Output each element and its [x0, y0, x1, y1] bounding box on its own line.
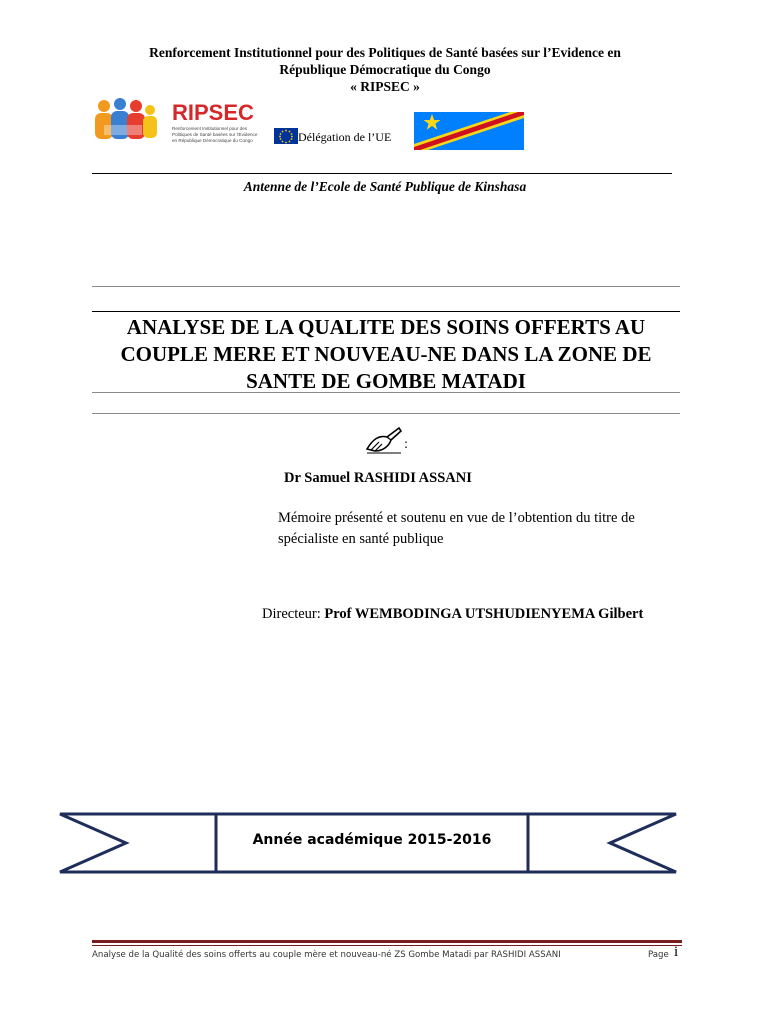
footer-text: Analyse de la Qualité des soins offerts au couple mère et nouveau-né ZS Gombe Matadi par RASHIDI ASSANI [92, 950, 561, 960]
title-rule-top-1 [92, 286, 680, 287]
title-rule-bottom-2 [92, 413, 680, 414]
footer-rule [92, 940, 682, 943]
document-title [92, 314, 680, 395]
eu-flag-icon [274, 128, 298, 144]
directeur-label: Directeur: [262, 606, 321, 622]
header-divider [92, 173, 672, 174]
footer-rule-thin [92, 945, 682, 946]
eu-delegation-text: Délégation de l’UE [298, 130, 392, 144]
title-rule-top-2 [92, 311, 680, 312]
page-number: i [674, 944, 679, 960]
directeur-name: Prof WEMBODINGA UTSHUDIENYEMA Gilbert [324, 606, 644, 622]
ripsec-subtitle-2: Politiques de Santé basées sur l'Evidence [172, 132, 258, 137]
antenne-subtitle: Antenne de l’Ecole de Santé Publique de Kinshasa [243, 179, 527, 194]
ripsec-logo-text: RIPSEC [172, 100, 254, 125]
logos-graphic [92, 98, 532, 154]
author-name: Dr Samuel RASHIDI ASSANI [284, 470, 472, 486]
logos-row [92, 98, 532, 154]
memoire-statement: Mémoire présenté et soutenu en vue de l’obtention du titre de spécialiste en santé publique [278, 510, 635, 547]
ripsec-subtitle-3: en République Démocratique du Congo [172, 138, 253, 143]
pen-colon: : [404, 437, 409, 451]
ripsec-people-icon [95, 98, 157, 139]
header-line-3: « RIPSEC » [350, 79, 420, 94]
title-line-2: COUPLE MERE ET NOUVEAU-NE DANS LA ZONE DE [120, 342, 652, 366]
title-line-3: SANTE DE GOMBE MATADI [246, 369, 526, 393]
page-label: Page [648, 950, 669, 960]
header-line-2: République Démocratique du Congo [279, 62, 491, 77]
title-rule-bottom-1 [92, 392, 680, 393]
ripsec-subtitle-1: Renforcement Institutionnel pour des [172, 126, 248, 131]
writing-hand-icon [365, 425, 403, 455]
academic-year-text: Année académique 2015-2016 [252, 832, 492, 848]
drc-flag-icon [414, 112, 524, 150]
directeur-line [262, 606, 643, 623]
title-line-1: ANALYSE DE LA QUALITE DES SOINS OFFERTS AU [126, 315, 646, 339]
header-line-1: Renforcement Institutionnel pour des Politiques de Santé basées sur l’Evidence en [149, 45, 621, 60]
